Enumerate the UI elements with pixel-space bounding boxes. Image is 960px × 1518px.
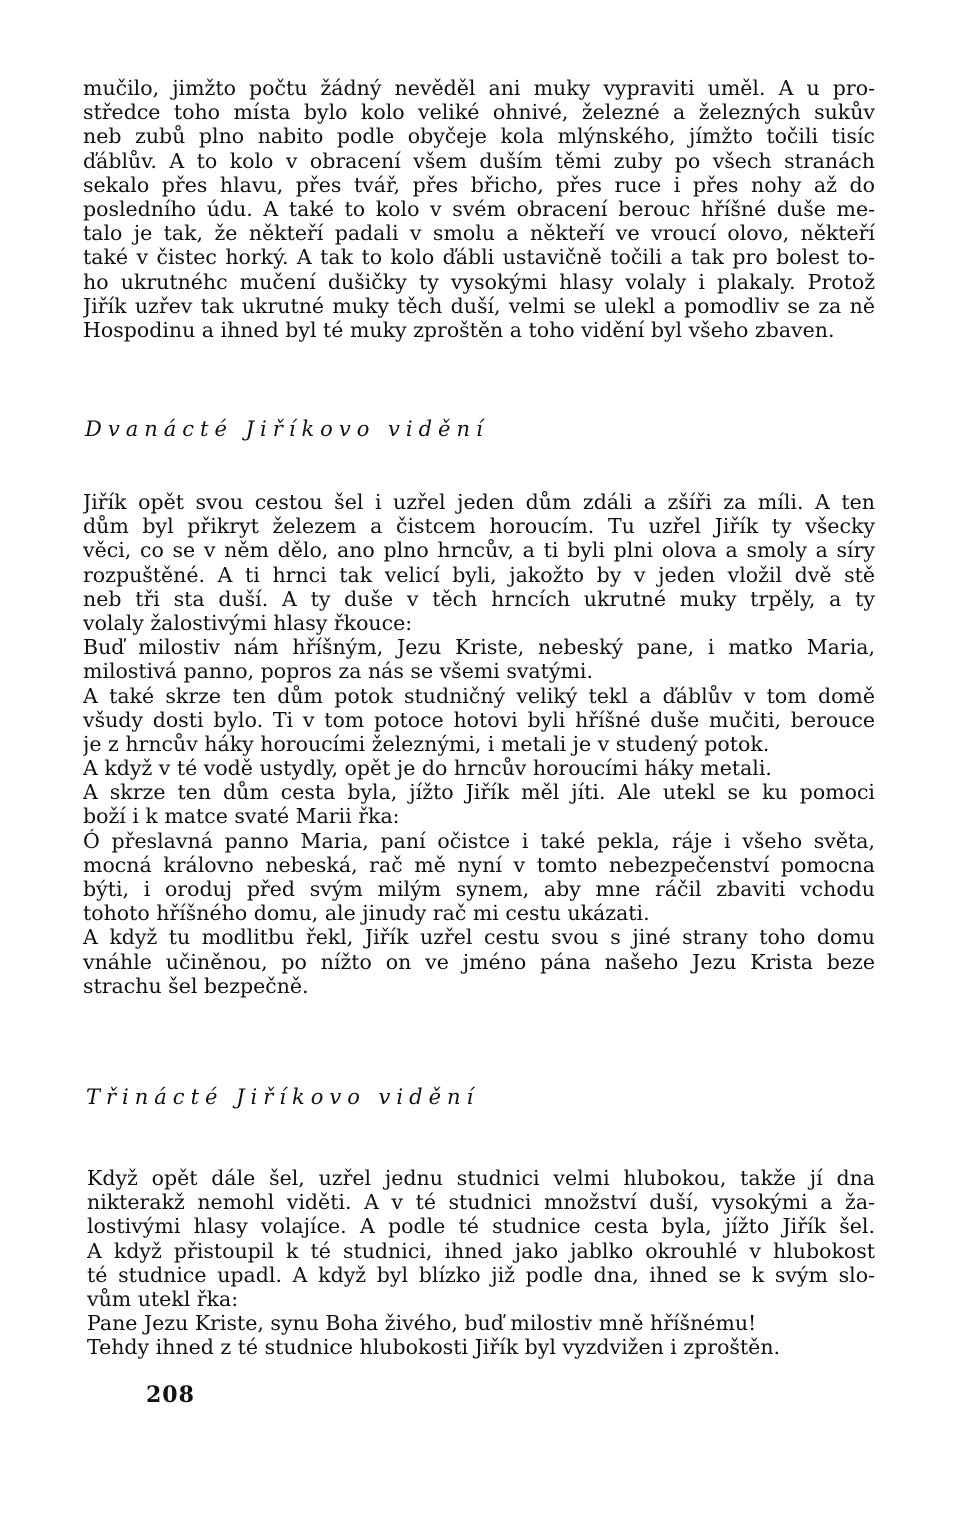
text-line: Když opět dále šel, uzřel jednu studnici velmi hlubokou, takže jí dna [87,1166,875,1190]
text-line: Ó přeslavná panno Maria, paní očistce i také pekla, ráje i všeho světa, [83,828,875,853]
text-line: milostivá panno, popros za nás se všemi svatými. [83,659,593,684]
text-line: ho ukrutnéhc mučení dušičky ty vysokými hlasy volaly i plakaly. Protož [83,269,875,294]
text-line: mocná královno nebeská, rač mě nyní v tomto nebezpečenství pomocna [83,852,875,877]
text-line: posledního údu. A také to kolo v svém obracení berouc hříšné duše me- [83,196,875,221]
text-block-vision-12 [83,490,875,998]
text-line: všudy dosti bylo. Ti v tom potoce hotovi byli hříšné duše mučiti, berouce [83,707,875,732]
text-line: A když v té vodě ustydly, opět je do hrncův horoucími háky metali. [83,756,772,781]
text-line: talo je tak, že někteří padali v smolu a někteří ve vroucí olovo, někteří [83,221,875,246]
text-line: je z hrncův háky horoucími železnými, i metali je v studený potok. [83,731,770,756]
text-line: neb tři sta duší. A ty duše v těch hrncích ukrutné muky trpěly, a ty [83,586,875,611]
text-line: věci, co se v něm dělo, ano plno hrncův, a ti byli plni olova a smoly a síry [83,538,875,563]
text-line: Tehdy ihned z té studnice hlubokosti Jiřík byl vyzdvižen i zproštěn. [87,1335,781,1360]
text-line: boží i k matce svaté Marii řka: [83,804,400,829]
section-heading-13: Třinácté Jiříkovo vidění [86,1085,480,1109]
text-line: mučilo, jimžto počtu žádný nevěděl ani muky vypraviti uměl. A u pro- [83,76,875,100]
page-number: 208 [146,1382,195,1408]
section-heading-12: Dvanácté Jiříkovo vidění [85,417,489,441]
text-line: A když tu modlitbu řekl, Jiřík uzřel cestu svou s jiné strany toho domu [83,925,875,950]
text-line: volaly žalostivými hlasy řkouce: [83,610,413,635]
text-line: Jiřík uzřev tak ukrutné muky těch duší, velmi se ulekl a pomodliv se za ně [83,293,875,318]
text-line: Jiřík opět svou cestou šel i uzřel jeden dům zdáli a zšíři za míli. A ten [83,490,875,514]
text-line: rozpuštěné. A ti hrnci tak velicí byli, jakožto by v jeden vložil dvě stě [83,562,875,587]
text-line: Hospodinu a ihned byl té muky zproštěn a toho vidění byl všeho zbaven. [83,317,835,342]
text-line: A také skrze ten dům potok studničný veliký tekl a ďáblův v tom domě [83,683,875,708]
text-block-vision-13 [87,1166,875,1360]
text-line: býti, i oroduj před svým milým synem, aby mne ráčil zbaviti vchodu [83,877,875,901]
text-line: lostivými hlasy volajíce. A podle té studnice cesta byla, jížto Jiřík šel. [87,1214,875,1239]
text-line: A když přistoupil k té studnici, ihned jako jablko okrouhlé v hlubokost [87,1238,875,1263]
text-line: tohoto hříšného domu, ale jinudy rač mi cestu ukázati. [83,901,650,926]
text-line: středce toho místa bylo kolo veliké ohnivé, železné a železných sukův [83,100,875,125]
text-line: vnáhle učiněnou, po nížto on ve jméno pána našeho Jezu Krista beze [83,949,875,974]
text-line: nikterakž nemohl viděti. A v té studnici množství duší, vysokými a ža- [87,1190,875,1215]
text-line: také v čistec horký. A tak to kolo ďábli ustavičně točili a tak pro bolest to- [83,245,875,270]
text-block-intro [83,76,875,342]
text-line: neb zubů plno nabito podle obyčeje kola mlýnského, jímžto točili tisíc [83,124,875,149]
text-line: té studnice upadl. A když byl blízko již podle dna, ihned se k svým slo- [87,1262,875,1287]
text-line: ďáblův. A to kolo v obracení všem duším těmi zuby po všech stranách [83,148,875,173]
text-line: strachu šel bezpečně. [83,973,309,998]
text-line: vům utekl řka: [87,1286,239,1311]
text-line: Buď milostiv nám hříšným, Jezu Kriste, nebeský pane, i matko Maria, [83,635,875,660]
text-line: dům byl přikryt železem a čistcem horoucím. Tu uzřel Jiřík ty všecky [83,514,875,539]
text-line: Pane Jezu Kriste, synu Boha živého, buď milostiv mně hříšnému! [87,1311,757,1336]
text-line: A skrze ten dům cesta byla, jížto Jiřík měl jíti. Ale utekl se ku pomoci [83,780,875,805]
text-line: sekalo přes hlavu, přes tvář, přes břicho, přes ruce i přes nohy až do [83,172,875,197]
